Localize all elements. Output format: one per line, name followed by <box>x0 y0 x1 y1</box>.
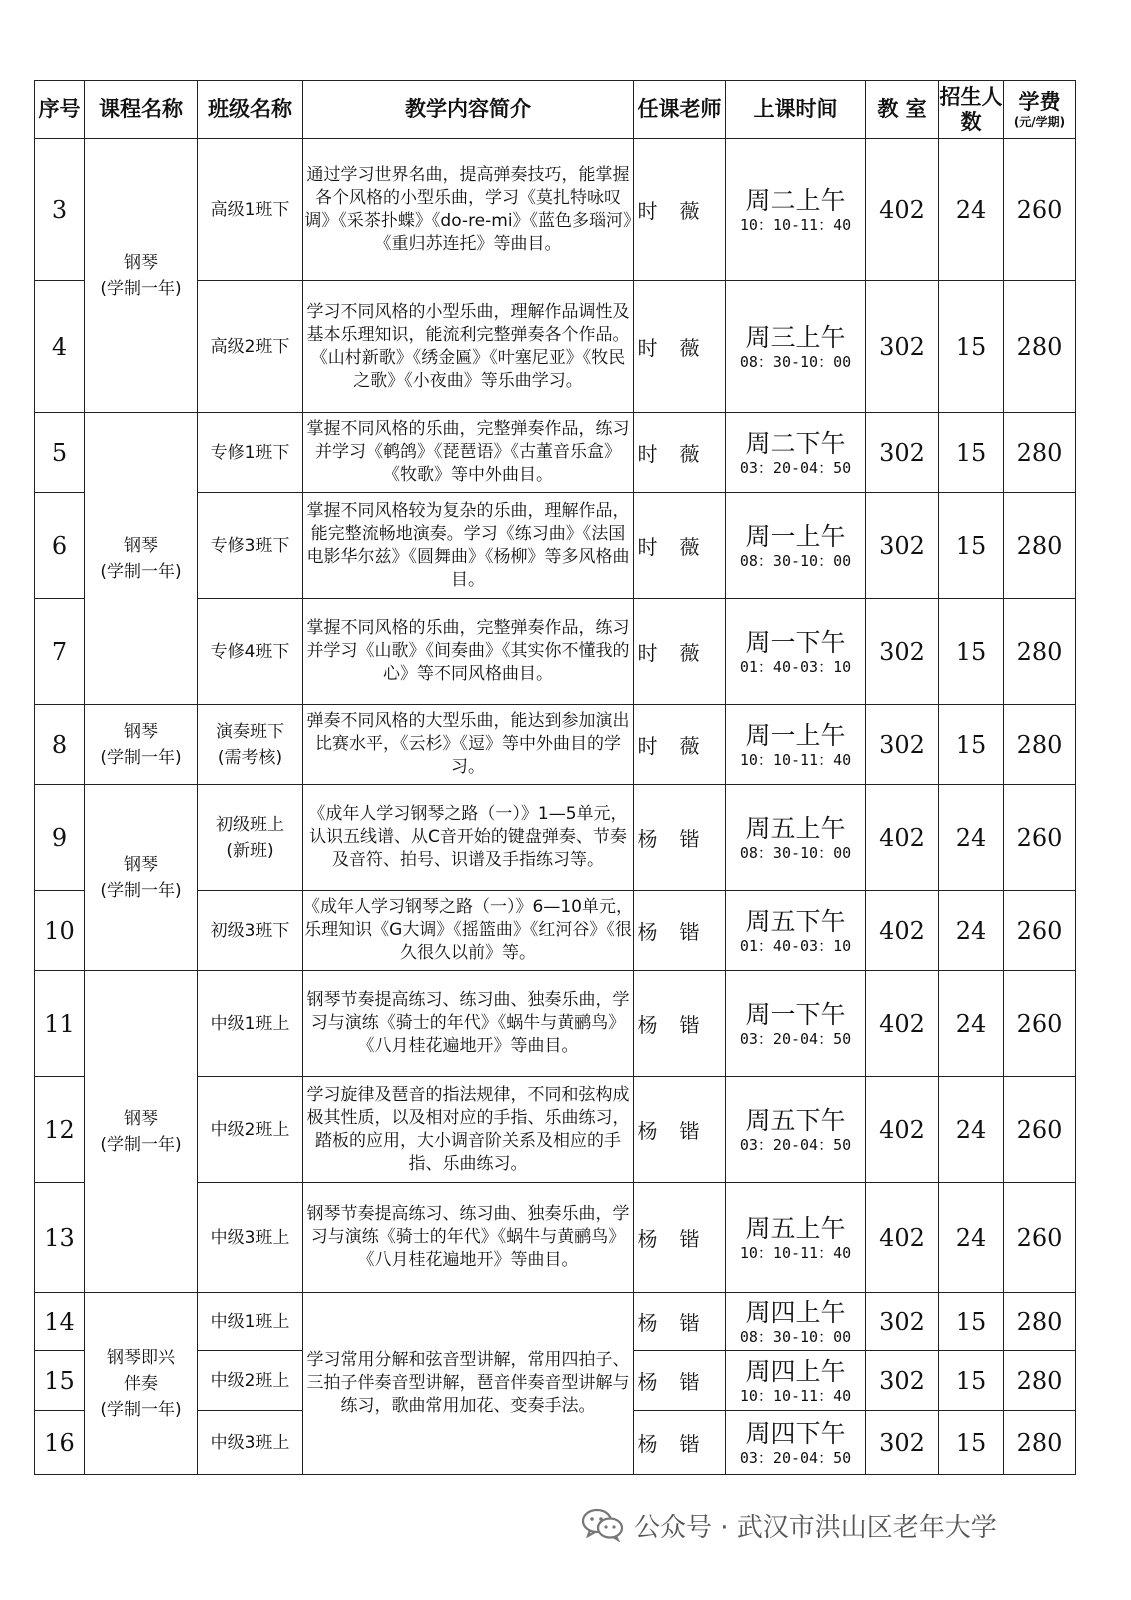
class-name-label: 初级班上 <box>216 814 284 835</box>
enrollment-count: 15 <box>939 281 1004 413</box>
enrollment-count: 15 <box>939 1411 1004 1475</box>
class-name: 中级2班上 <box>198 1351 303 1411</box>
wechat-icon <box>582 1508 624 1542</box>
content-summary: 《成年人学习钢琴之路（一）》6—10单元，乐理知识《G大调》《摇篮曲》《红河谷》《很久很久以前》等。 <box>303 891 634 971</box>
tuition-fee: 280 <box>1004 281 1076 413</box>
class-name: 中级2班上 <box>198 1077 303 1183</box>
class-hours: 08：30-10：00 <box>739 843 852 862</box>
class-name: 高级1班下 <box>198 139 303 281</box>
class-time <box>726 705 866 785</box>
header-course: 课程名称 <box>85 81 198 139</box>
class-hours: 10：10-11：40 <box>739 750 852 769</box>
course-name-label: 钢琴 <box>124 854 158 875</box>
table-row <box>35 1293 1076 1351</box>
row-number: 9 <box>35 785 85 891</box>
classroom: 402 <box>866 1077 939 1183</box>
tuition-fee: 280 <box>1004 493 1076 599</box>
teacher: 杨锴 <box>634 785 726 891</box>
classroom: 302 <box>866 705 939 785</box>
content-summary: 《成年人学习钢琴之路（一）》1—5单元，认识五线谱、从C音开始的键盘弹奏、节奏及音符、拍号、识谱及手指练习等。 <box>303 785 634 891</box>
classroom: 302 <box>866 1293 939 1351</box>
enrollment-count: 15 <box>939 413 1004 493</box>
classroom: 402 <box>866 1183 939 1293</box>
enrollment-count: 24 <box>939 785 1004 891</box>
row-number: 7 <box>35 599 85 705</box>
tuition-fee: 280 <box>1004 1411 1076 1475</box>
tuition-fee: 260 <box>1004 139 1076 281</box>
row-number: 6 <box>35 493 85 599</box>
class-hours: 01：40-03：10 <box>739 936 852 955</box>
tuition-fee: 280 <box>1004 1351 1076 1411</box>
class-day: 周一上午 <box>745 521 846 551</box>
table-row <box>35 413 1076 493</box>
class-name: 中级1班上 <box>198 1293 303 1351</box>
class-day: 周五上午 <box>745 813 846 843</box>
content-summary: 弹奏不同风格的大型乐曲，能达到参加演出比赛水平，《云杉》《逗》等中外曲目的学习。 <box>303 705 634 785</box>
table-row <box>35 139 1076 281</box>
class-time <box>726 413 866 493</box>
row-number: 4 <box>35 281 85 413</box>
class-hours: 01：40-03：10 <box>739 657 852 676</box>
class-time <box>726 139 866 281</box>
course-name <box>85 1293 198 1475</box>
watermark-text: 公众号 · 武汉市洪山区老年大学 <box>634 1512 997 1543</box>
enrollment-count: 24 <box>939 1183 1004 1293</box>
header-no: 序号 <box>35 81 85 139</box>
teacher: 杨锴 <box>634 891 726 971</box>
header-room: 教 室 <box>866 81 939 139</box>
classroom: 402 <box>866 891 939 971</box>
content-summary: 学习常用分解和弦音型讲解，常用四拍子、三拍子伴奏音型讲解，琶音伴奏音型讲解与练习，歌曲常用加花、变奏手法。 <box>303 1293 634 1475</box>
row-number: 13 <box>35 1183 85 1293</box>
header-fee-label: 学费 <box>1018 90 1061 114</box>
content-summary: 通过学习世界名曲，提高弹奏技巧，能掌握各个风格的小型乐曲，学习《莫扎特咏叹调》《采茶扑蝶》《do-re-mi》《蓝色多瑙河》《重归苏连托》等曲目。 <box>303 139 634 281</box>
tuition-fee: 260 <box>1004 785 1076 891</box>
class-name: 初级3班下 <box>198 891 303 971</box>
class-name: 中级1班上 <box>198 971 303 1077</box>
header-count: 招生人数 <box>939 81 1004 139</box>
teacher: 时薇 <box>634 281 726 413</box>
wechat-watermark <box>582 1505 997 1545</box>
content-summary: 掌握不同风格的乐曲，完整弹奏作品，练习并学习《山歌》《间奏曲》《其实你不懂我的心》等不同风格曲目。 <box>303 599 634 705</box>
class-hours: 03：20-04：50 <box>739 1029 852 1048</box>
teacher: 杨锴 <box>634 971 726 1077</box>
tuition-fee: 280 <box>1004 599 1076 705</box>
tuition-fee: 260 <box>1004 1183 1076 1293</box>
tuition-fee: 260 <box>1004 971 1076 1077</box>
class-day: 周四下午 <box>745 1418 846 1448</box>
class-day: 周一下午 <box>745 627 846 657</box>
enrollment-count: 15 <box>939 1293 1004 1351</box>
enrollment-count: 24 <box>939 139 1004 281</box>
classroom: 402 <box>866 139 939 281</box>
row-number: 16 <box>35 1411 85 1475</box>
class-name-label: 演奏班下 <box>216 721 284 742</box>
class-name: 专修1班下 <box>198 413 303 493</box>
class-time <box>726 1293 866 1351</box>
tuition-fee: 260 <box>1004 1077 1076 1183</box>
course-name-label: 钢琴 <box>124 721 158 742</box>
classroom: 402 <box>866 785 939 891</box>
table-row <box>35 785 1076 891</box>
class-time <box>726 493 866 599</box>
table-row <box>35 705 1076 785</box>
class-day: 周一上午 <box>745 720 846 750</box>
content-summary: 掌握不同风格的乐曲，完整弹奏作品，练习并学习《鹌鸽》《琵琶语》《古董音乐盒》《牧歌》等中外曲目。 <box>303 413 634 493</box>
class-time <box>726 891 866 971</box>
tuition-fee: 280 <box>1004 413 1076 493</box>
class-time <box>726 785 866 891</box>
enrollment-count: 15 <box>939 1351 1004 1411</box>
tuition-fee: 280 <box>1004 1293 1076 1351</box>
course-name-label-2: 伴奏 <box>124 1373 158 1394</box>
tuition-fee: 280 <box>1004 705 1076 785</box>
class-day: 周一下午 <box>745 999 846 1029</box>
header-time: 上课时间 <box>726 81 866 139</box>
class-time <box>726 281 866 413</box>
class-name: 专修4班下 <box>198 599 303 705</box>
class-hours: 08：30-10：00 <box>739 352 852 371</box>
class-name: 中级3班上 <box>198 1183 303 1293</box>
class-day: 周五下午 <box>745 1105 846 1135</box>
class-hours: 08：30-10：00 <box>739 551 852 570</box>
classroom: 302 <box>866 1351 939 1411</box>
class-hours: 03：20-04：50 <box>739 1135 852 1154</box>
teacher: 杨锴 <box>634 1293 726 1351</box>
course-term: (学制一年) <box>100 1399 182 1420</box>
class-time <box>726 1183 866 1293</box>
class-hours: 08：30-10：00 <box>739 1327 852 1346</box>
class-name: 中级3班上 <box>198 1411 303 1475</box>
class-note: (需考核) <box>217 747 283 768</box>
row-number: 12 <box>35 1077 85 1183</box>
class-name <box>198 705 303 785</box>
course-name-label: 钢琴 <box>124 535 158 556</box>
class-time <box>726 1411 866 1475</box>
teacher: 时薇 <box>634 413 726 493</box>
class-hours: 10：10-11：40 <box>739 215 852 234</box>
class-day: 周五上午 <box>745 1213 846 1243</box>
class-hours: 10：10-11：40 <box>739 1243 852 1262</box>
row-number: 5 <box>35 413 85 493</box>
teacher: 时薇 <box>634 599 726 705</box>
class-name <box>198 785 303 891</box>
course-name <box>85 139 198 413</box>
course-name <box>85 413 198 705</box>
class-hours: 10：10-11：40 <box>739 1386 852 1405</box>
content-summary: 学习不同风格的小型乐曲，理解作品调性及基本乐理知识，能流利完整弹奏各个作品。《山村新歌》《绣金匾》《叶塞尼亚》《牧民之歌》《小夜曲》等乐曲学习。 <box>303 281 634 413</box>
class-note: (新班) <box>226 840 274 861</box>
enrollment-count: 15 <box>939 705 1004 785</box>
schedule-table <box>34 80 1076 1475</box>
header-fee-unit: (元/学期) <box>1013 115 1066 129</box>
classroom: 302 <box>866 281 939 413</box>
enrollment-count: 24 <box>939 971 1004 1077</box>
enrollment-count: 15 <box>939 599 1004 705</box>
course-name-label: 钢琴即兴 <box>107 1347 175 1368</box>
teacher: 杨锴 <box>634 1411 726 1475</box>
header-content: 教学内容简介 <box>303 81 634 139</box>
table-row <box>35 971 1076 1077</box>
row-number: 3 <box>35 139 85 281</box>
header-fee <box>1004 81 1076 139</box>
enrollment-count: 24 <box>939 891 1004 971</box>
enrollment-count: 24 <box>939 1077 1004 1183</box>
course-name-label: 钢琴 <box>124 252 158 273</box>
course-name <box>85 785 198 971</box>
class-day: 周二下午 <box>745 428 846 458</box>
content-summary: 钢琴节奏提高练习、练习曲、独奏乐曲，学习与演练《骑士的年代》《蜗牛与黄鹂鸟》《八月桂花遍地开》等曲目。 <box>303 971 634 1077</box>
teacher: 时薇 <box>634 493 726 599</box>
class-time <box>726 599 866 705</box>
class-day: 周三上午 <box>745 322 846 352</box>
course-name <box>85 705 198 785</box>
class-day: 周五下午 <box>745 906 846 936</box>
classroom: 402 <box>866 971 939 1077</box>
course-term: (学制一年) <box>100 747 182 768</box>
class-name: 高级2班下 <box>198 281 303 413</box>
teacher: 时薇 <box>634 705 726 785</box>
row-number: 8 <box>35 705 85 785</box>
row-number: 14 <box>35 1293 85 1351</box>
class-day: 周二上午 <box>745 185 846 215</box>
row-number: 11 <box>35 971 85 1077</box>
content-summary: 学习旋律及琶音的指法规律，不同和弦构成极其性质，以及相对应的手指、乐曲练习，踏板的应用，大小调音阶关系及相应的手指、乐曲练习。 <box>303 1077 634 1183</box>
header-row <box>35 81 1076 139</box>
course-term: (学制一年) <box>100 561 182 582</box>
classroom: 302 <box>866 413 939 493</box>
classroom: 302 <box>866 599 939 705</box>
row-number: 10 <box>35 891 85 971</box>
enrollment-count: 15 <box>939 493 1004 599</box>
course-name <box>85 971 198 1293</box>
classroom: 302 <box>866 493 939 599</box>
content-summary: 钢琴节奏提高练习、练习曲、独奏乐曲，学习与演练《骑士的年代》《蜗牛与黄鹂鸟》《八月桂花遍地开》等曲目。 <box>303 1183 634 1293</box>
course-term: (学制一年) <box>100 1134 182 1155</box>
teacher: 杨锴 <box>634 1077 726 1183</box>
classroom: 302 <box>866 1411 939 1475</box>
header-teacher: 任课老师 <box>634 81 726 139</box>
teacher: 杨锴 <box>634 1351 726 1411</box>
class-day: 周四上午 <box>745 1356 846 1386</box>
class-time <box>726 1351 866 1411</box>
class-time <box>726 1077 866 1183</box>
header-class: 班级名称 <box>198 81 303 139</box>
content-summary: 掌握不同风格较为复杂的乐曲，理解作品，能完整流畅地演奏。学习《练习曲》《法国电影华尔兹》《圆舞曲》《杨柳》等多风格曲目。 <box>303 493 634 599</box>
class-hours: 03：20-04：50 <box>739 458 852 477</box>
course-term: (学制一年) <box>100 278 182 299</box>
tuition-fee: 260 <box>1004 891 1076 971</box>
class-time <box>726 971 866 1077</box>
teacher: 杨锴 <box>634 1183 726 1293</box>
course-name-label: 钢琴 <box>124 1108 158 1129</box>
class-hours: 03：20-04：50 <box>739 1448 852 1467</box>
class-day: 周四上午 <box>745 1297 846 1327</box>
teacher: 时薇 <box>634 139 726 281</box>
class-name: 专修3班下 <box>198 493 303 599</box>
course-term: (学制一年) <box>100 880 182 901</box>
row-number: 15 <box>35 1351 85 1411</box>
